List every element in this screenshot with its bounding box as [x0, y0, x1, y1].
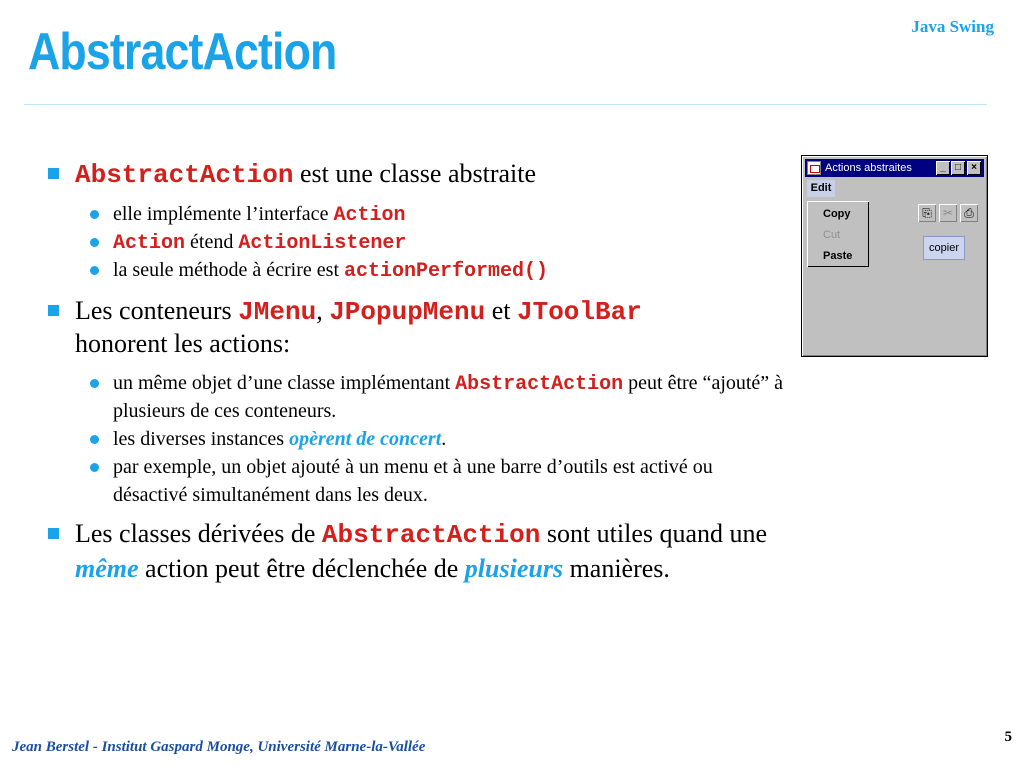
- code-term: ActionListener: [238, 232, 407, 255]
- square-bullet-icon: [48, 168, 59, 179]
- footer-author: Jean Berstel - Institut Gaspard Monge, Université Marne-la-Vallée: [12, 739, 426, 755]
- text-run: Les conteneurs: [75, 296, 239, 325]
- menu-edit[interactable]: Edit: [807, 180, 835, 197]
- code-term: Action: [113, 232, 186, 255]
- slide-title: AbstractAction: [28, 23, 337, 81]
- text-run: la seule méthode à écrire est: [113, 259, 344, 281]
- sub-bullet-text: [113, 425, 446, 453]
- round-bullet-icon: [90, 238, 99, 247]
- window-title-bar: [805, 159, 984, 177]
- bullet-3-line-2: [75, 552, 670, 585]
- emphasis: plusieurs: [464, 554, 564, 583]
- text-run: est une classe abstraite: [293, 159, 537, 188]
- text-run: un même objet d’une classe implémentant: [113, 372, 456, 394]
- menu-item-cut: Cut: [823, 229, 841, 241]
- close-icon[interactable]: ×: [967, 161, 981, 175]
- title-rule: [24, 104, 987, 105]
- code-term: actionPerformed(): [344, 260, 549, 283]
- sub-bullet-text: [113, 200, 405, 230]
- round-bullet-icon: [90, 266, 99, 275]
- copier-button[interactable]: copier: [923, 236, 965, 260]
- java-window-screenshot: [801, 155, 988, 357]
- text-run: manières.: [563, 554, 670, 583]
- minimize-icon[interactable]: _: [936, 161, 950, 175]
- menu-item-paste[interactable]: Paste: [823, 250, 853, 262]
- sub-bullet-text: [113, 228, 406, 258]
- square-bullet-icon: [48, 305, 59, 316]
- code-term: JPopupMenu: [329, 297, 486, 327]
- text-run: .: [441, 428, 447, 450]
- sub-bullet-text: [113, 256, 548, 286]
- cut-icon: ✂: [939, 204, 957, 222]
- text-run: peut être “ajouté” à: [623, 372, 784, 394]
- emphasis: même: [75, 554, 139, 583]
- code-term: AbstractAction: [75, 160, 294, 190]
- emphasis: opèrent de concert: [289, 428, 442, 450]
- text-run: sont utiles quand une: [540, 519, 768, 548]
- round-bullet-icon: [90, 379, 99, 388]
- code-term: AbstractAction: [455, 373, 624, 396]
- slide-topic: Java Swing: [911, 17, 994, 36]
- bullet-2-line-2: honorent les actions:: [75, 329, 291, 358]
- text-run: ,: [316, 296, 330, 325]
- text-run: étend: [185, 231, 239, 253]
- copy-icon[interactable]: ⎘: [918, 204, 936, 222]
- maximize-icon[interactable]: □: [951, 161, 965, 175]
- bullet-2-line-1: [75, 294, 642, 329]
- round-bullet-icon: [90, 210, 99, 219]
- bullet-3-line-1: [75, 517, 767, 552]
- sub-bullet-text: [113, 369, 783, 399]
- java-app-icon: [807, 161, 821, 175]
- menu-bar: [805, 178, 984, 198]
- text-run: par exemple, un objet ajouté à un menu et à une barre d’outils est activé ou: [113, 456, 713, 478]
- code-term: AbstractAction: [321, 520, 541, 550]
- paste-icon[interactable]: ⎙: [960, 204, 978, 222]
- code-term: Action: [333, 204, 406, 227]
- square-bullet-icon: [48, 528, 59, 539]
- sub-bullet-continuation: plusieurs de ces conteneurs.: [113, 400, 337, 422]
- sub-bullet-continuation: désactivé simultanément dans les deux.: [113, 484, 428, 506]
- page-number: 5: [1004, 729, 1012, 745]
- text-run: et: [485, 296, 517, 325]
- code-term: JMenu: [238, 297, 317, 327]
- text-run: action peut être déclenchée de: [138, 554, 465, 583]
- bullet-1-text: [75, 157, 536, 192]
- text-run: les diverses instances: [113, 428, 290, 450]
- round-bullet-icon: [90, 463, 99, 472]
- code-term: JToolBar: [516, 297, 642, 327]
- menu-item-copy[interactable]: Copy: [823, 208, 851, 220]
- text-run: elle implémente l’interface: [113, 203, 334, 225]
- window-title: Actions abstraites: [825, 162, 912, 174]
- sub-bullet-text: [113, 453, 713, 481]
- round-bullet-icon: [90, 435, 99, 444]
- text-run: Les classes dérivées de: [75, 519, 322, 548]
- edit-popup-menu: [807, 201, 869, 267]
